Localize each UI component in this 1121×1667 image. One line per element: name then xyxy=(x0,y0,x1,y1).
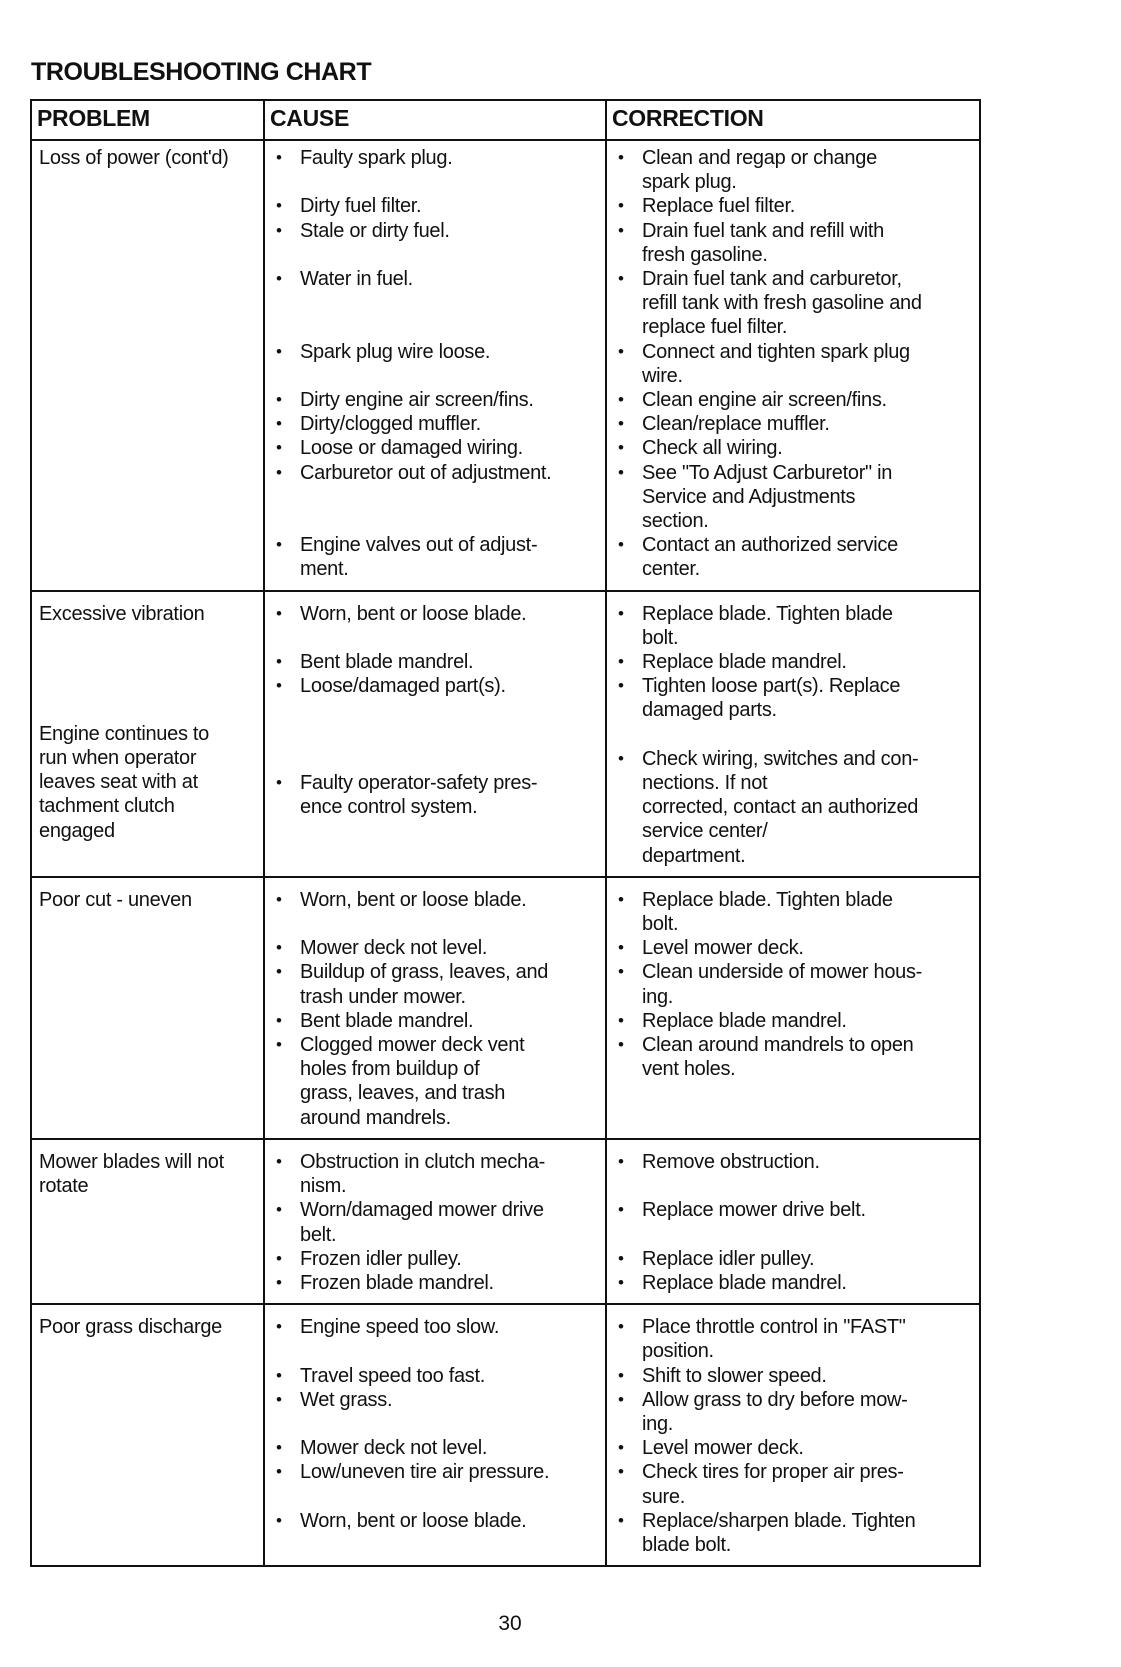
problem-cell xyxy=(31,877,264,1139)
cause-item: • Spark plug wire loose. xyxy=(265,340,605,364)
correction-item: • Replace blade. Tighten blade bolt. xyxy=(607,888,979,936)
cause-cell xyxy=(264,140,606,591)
cause-item: • Bent blade mandrel. xyxy=(265,1009,605,1033)
cause-item: • Dirty fuel filter. xyxy=(265,194,605,218)
page-title: TROUBLESHOOTING CHART xyxy=(31,58,372,86)
correction-item: • Check tires for proper air pres- sure. xyxy=(607,1460,979,1508)
correction-list xyxy=(607,1315,979,1557)
correction-list xyxy=(607,602,979,868)
correction-item: • Tighten loose part(s). Replace damaged parts. xyxy=(607,674,979,722)
correction-list xyxy=(607,1150,979,1295)
cause-item: • Worn, bent or loose blade. xyxy=(265,1509,605,1533)
correction-item: • Drain fuel tank and carburetor, refill tank with fresh gasoline and replace fuel filter. xyxy=(607,267,979,340)
correction-cell xyxy=(606,1304,980,1566)
cause-item: • Wet grass. xyxy=(265,1388,605,1412)
correction-item: • Clean and regap or change spark plug. xyxy=(607,146,979,194)
correction-item: • Replace blade mandrel. xyxy=(607,650,979,674)
correction-item: • Allow grass to dry before mow- ing. xyxy=(607,1388,979,1436)
correction-cell xyxy=(606,877,980,1139)
cause-item: • Frozen idler pulley. xyxy=(265,1247,605,1271)
correction-item: • Check wiring, switches and con- nections. If not corrected, contact an authorized service center/ department. xyxy=(607,747,979,868)
correction-item: • Contact an authorized service center. xyxy=(607,533,979,581)
correction-item: • Place throttle control in "FAST" position. xyxy=(607,1315,979,1363)
cause-item: • Worn, bent or loose blade. xyxy=(265,602,605,626)
correction-item: • Check all wiring. xyxy=(607,436,979,460)
cause-item: • Water in fuel. xyxy=(265,267,605,291)
correction-item: • Replace mower drive belt. xyxy=(607,1198,979,1222)
cause-item: • Faulty operator-safety pres- ence control system. xyxy=(265,771,605,819)
problem-text: Mower blades will not rotate xyxy=(39,1150,224,1198)
cause-item: • Carburetor out of adjustment. xyxy=(265,461,605,485)
correction-cell xyxy=(606,1139,980,1304)
cause-item: • Dirty/clogged muffler. xyxy=(265,412,605,436)
cause-item: • Mower deck not level. xyxy=(265,936,605,960)
problem-cell xyxy=(31,1139,264,1304)
correction-cell xyxy=(606,140,980,591)
cause-item: • Loose or damaged wiring. xyxy=(265,436,605,460)
cause-list xyxy=(265,1150,605,1295)
cause-cell xyxy=(264,1139,606,1304)
problem-text: Loss of power (cont'd) xyxy=(39,147,229,169)
correction-item: • Replace blade mandrel. xyxy=(607,1271,979,1295)
cause-item: • Engine valves out of adjust- ment. xyxy=(265,533,605,581)
problem-text: Excessive vibration xyxy=(39,602,205,625)
correction-item: • See "To Adjust Carburetor" in Service and Adjustments section. xyxy=(607,461,979,534)
table-row xyxy=(31,591,980,877)
column-header-problem: PROBLEM xyxy=(31,100,264,140)
table-header-row xyxy=(31,100,980,140)
problem-cell xyxy=(31,140,264,591)
table-row xyxy=(31,877,980,1139)
column-header-cause: CAUSE xyxy=(264,100,606,140)
correction-item: • Clean underside of mower hous- ing. xyxy=(607,960,979,1008)
table-row xyxy=(31,1304,980,1566)
cause-cell xyxy=(264,1304,606,1566)
cause-item: • Clogged mower deck vent holes from buildup of grass, leaves, and trash around mandrels. xyxy=(265,1033,605,1130)
correction-item: • Replace fuel filter. xyxy=(607,194,979,218)
correction-list xyxy=(607,888,979,1082)
cause-list xyxy=(265,888,605,1130)
troubleshooting-table xyxy=(30,99,981,1567)
cause-item: • Bent blade mandrel. xyxy=(265,650,605,674)
correction-item: • Level mower deck. xyxy=(607,936,979,960)
correction-item: • Replace blade. Tighten blade bolt. xyxy=(607,602,979,650)
correction-item: • Replace idler pulley. xyxy=(607,1247,979,1271)
cause-item: • Frozen blade mandrel. xyxy=(265,1271,605,1295)
cause-list xyxy=(265,146,605,582)
page-number: 30 xyxy=(498,1612,522,1635)
correction-item: • Replace blade mandrel. xyxy=(607,1009,979,1033)
table-row xyxy=(31,1139,980,1304)
problem-cell xyxy=(31,1304,264,1566)
cause-cell xyxy=(264,591,606,877)
cause-item: • Worn, bent or loose blade. xyxy=(265,888,605,912)
correction-item: • Drain fuel tank and refill with fresh gasoline. xyxy=(607,219,979,267)
cause-item: • Low/uneven tire air pressure. xyxy=(265,1460,605,1484)
table-row xyxy=(31,140,980,591)
correction-item: • Level mower deck. xyxy=(607,1436,979,1460)
cause-item: • Loose/damaged part(s). xyxy=(265,674,605,698)
cause-item: • Dirty engine air screen/fins. xyxy=(265,388,605,412)
correction-list xyxy=(607,146,979,582)
cause-list xyxy=(265,602,605,820)
cause-list xyxy=(265,1315,605,1533)
cause-cell xyxy=(264,877,606,1139)
correction-item: • Connect and tighten spark plug wire. xyxy=(607,340,979,388)
problem-cell xyxy=(31,591,264,877)
cause-item: • Faulty spark plug. xyxy=(265,146,605,170)
cause-item: • Stale or dirty fuel. xyxy=(265,219,605,243)
problem-text: Engine continues to run when operator leaves seat with at tachment clutch engaged xyxy=(39,722,209,842)
correction-item: • Clean engine air screen/fins. xyxy=(607,388,979,412)
correction-item: • Shift to slower speed. xyxy=(607,1364,979,1388)
cause-item: • Mower deck not level. xyxy=(265,1436,605,1460)
correction-item: • Clean/replace muffler. xyxy=(607,412,979,436)
cause-item: • Buildup of grass, leaves, and trash under mower. xyxy=(265,960,605,1008)
cause-item: • Travel speed too fast. xyxy=(265,1364,605,1388)
cause-item: • Obstruction in clutch mecha- nism. xyxy=(265,1150,605,1198)
problem-text: Poor grass discharge xyxy=(39,1316,222,1339)
correction-cell xyxy=(606,591,980,877)
column-header-correction: CORRECTION xyxy=(606,100,980,140)
correction-item: • Replace/sharpen blade. Tighten blade bolt. xyxy=(607,1509,979,1557)
correction-item: • Clean around mandrels to open vent holes. xyxy=(607,1033,979,1081)
problem-text: Poor cut - uneven xyxy=(39,888,192,911)
cause-item: • Worn/damaged mower drive belt. xyxy=(265,1198,605,1246)
correction-item: • Remove obstruction. xyxy=(607,1150,979,1174)
cause-item: • Engine speed too slow. xyxy=(265,1315,605,1339)
